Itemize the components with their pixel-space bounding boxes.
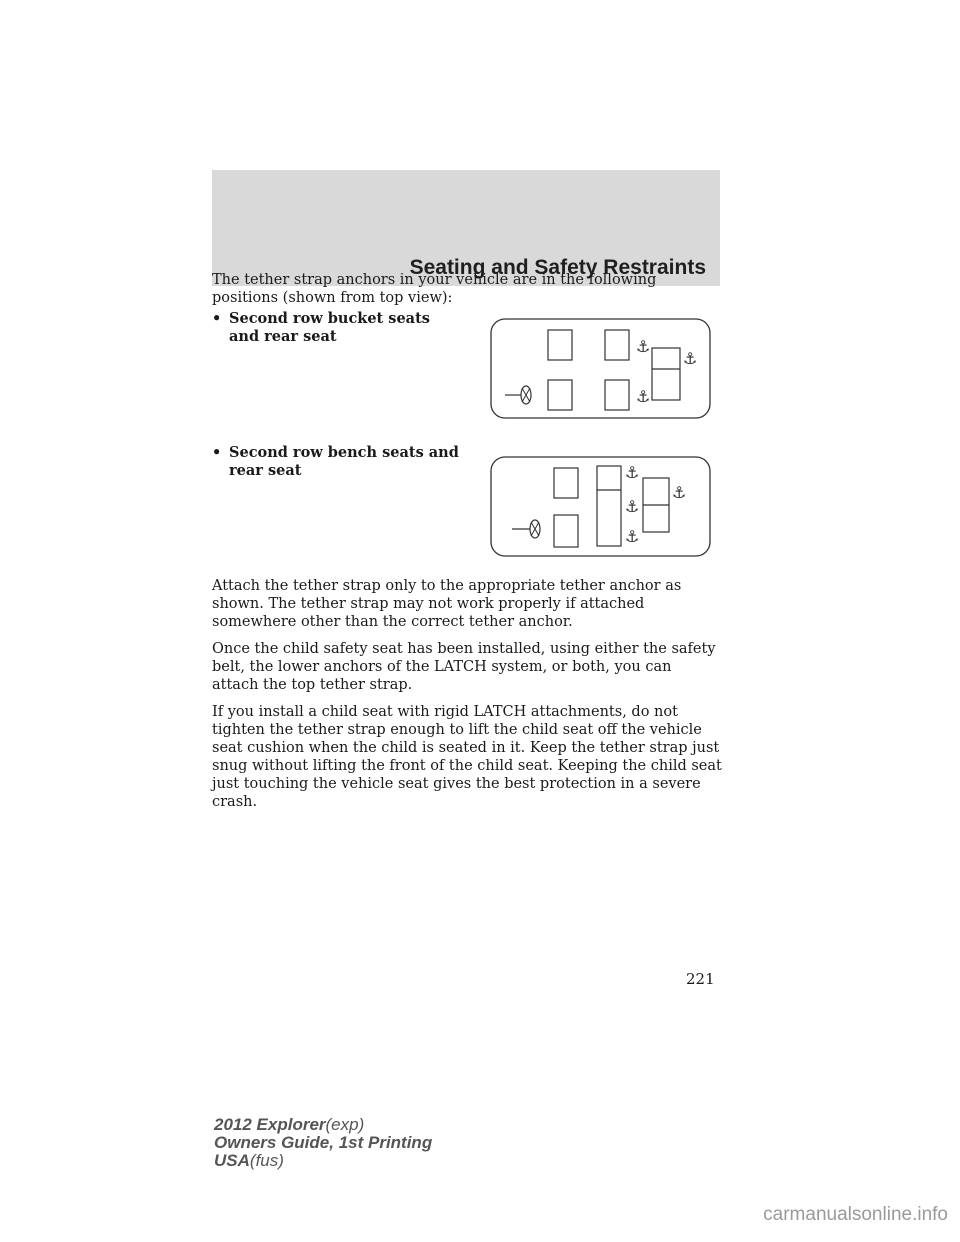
bullet-marker: • [212, 310, 222, 327]
bullet-label: Second row bucket seats and rear seat [229, 310, 430, 345]
section-header-band [212, 170, 720, 286]
anchor-icon: ⚓ [625, 527, 640, 546]
tether-anchor-diagram-bench [490, 456, 712, 558]
body-paragraph-1 [212, 577, 722, 631]
second-row-seat-left [605, 380, 629, 410]
steering-wheel-icon [505, 386, 531, 404]
footer-model: 2012 Explorer [214, 1115, 326, 1134]
bullet-bench-seats [212, 444, 462, 480]
steering-wheel-icon [512, 520, 540, 538]
footer-line-2: Owners Guide, 1st Printing [214, 1133, 433, 1152]
anchor-icon: ⚓ [625, 463, 640, 482]
footer-market: USA [214, 1151, 250, 1170]
front-seat-left [554, 515, 578, 547]
bullet-marker: • [212, 444, 222, 461]
footer-line-1 [214, 1116, 432, 1134]
bullet-label: Second row bench seats and rear seat [229, 444, 459, 479]
footer-line-3 [214, 1152, 432, 1170]
front-seat-right [554, 468, 578, 498]
anchor-icon: ⚓ [625, 497, 640, 516]
rear-seat [652, 348, 680, 400]
anchor-icon: ⚓ [683, 349, 698, 368]
paragraph-text: Once the child safety seat has been installed, using either the safety belt, the lower anchors of the LATCH system, or both, you can attach the top tether strap. [212, 641, 716, 693]
document-footer [214, 1116, 432, 1170]
anchor-icon: ⚓ [672, 483, 687, 502]
bullet-bucket-seats [212, 310, 462, 346]
anchor-icon: ⚓ [636, 387, 651, 406]
page-number: 221 [686, 970, 715, 988]
paragraph-text: If you install a child seat with rigid LATCH attachments, do not tighten the tether strap enough to lift the child seat off the vehicle seat cushion when the child is seated in it. Keep the tether strap just snug without lifting the front of the child seat. Keeping the child seat just touching the vehicle seat gives the best protection in a severe crash. [212, 704, 722, 810]
intro-paragraph [212, 271, 722, 307]
body-paragraph-2 [212, 640, 722, 694]
vehicle-outline [491, 457, 710, 556]
footer-model-code: (exp) [325, 1115, 365, 1134]
intro-text: The tether strap anchors in your vehicle are in the following positions (shown from top view): [212, 272, 657, 306]
watermark: carmanualsonline.info [763, 1204, 948, 1225]
section-title: Seating and Safety Restraints [409, 256, 706, 279]
second-row-bench [597, 466, 621, 546]
footer-market-code: (fus) [249, 1151, 284, 1170]
paragraph-text: Attach the tether strap only to the appropriate tether anchor as shown. The tether strap may not work properly if attached somewhere other than the correct tether anchor. [212, 578, 682, 630]
anchor-icon: ⚓ [636, 337, 651, 356]
second-row-seat-right [605, 330, 629, 360]
front-seat-right [548, 330, 572, 360]
tether-anchor-diagram-bucket [490, 318, 712, 420]
body-paragraph-3 [212, 703, 722, 811]
front-seat-left [548, 380, 572, 410]
